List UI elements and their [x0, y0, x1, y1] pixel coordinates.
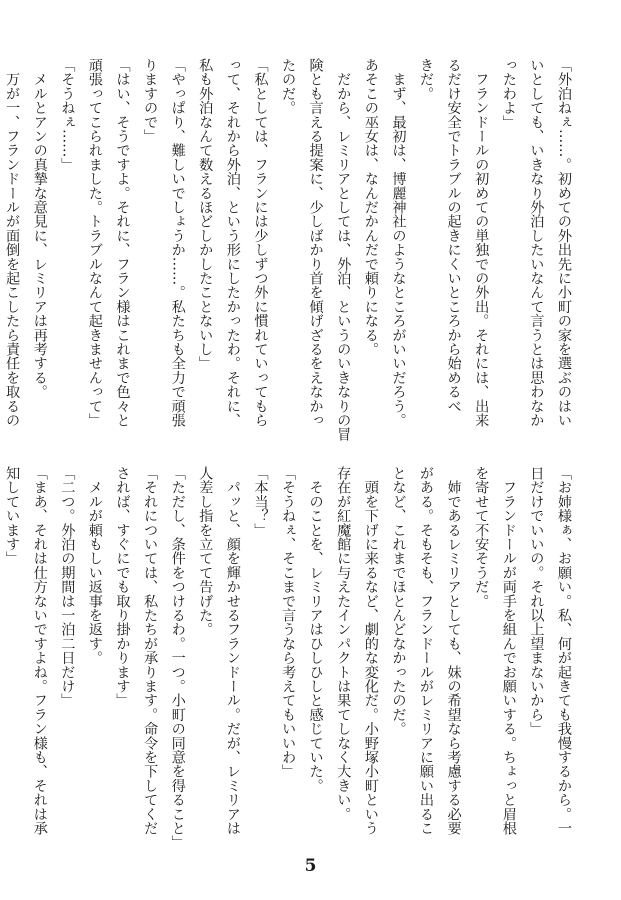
text-line: 「ただし、条件をつけるわ。一つ。小町の同意を得ること」	[169, 466, 186, 850]
text-line: となど、これまでほとんどなかったのだ。	[390, 466, 407, 736]
text-line: 私も外泊なんて数えるほどしかしたことないし」	[197, 58, 214, 371]
text-line: 頑張ってこられました。トラブルなんて起きませんって」	[86, 58, 103, 428]
text-line: 存在が紅魔館に与えたインパクトは果てしなく大きい。	[335, 466, 352, 821]
text-line: って、それから外泊、という形にしたかったわ。それに、	[224, 58, 241, 428]
text-line: 「そうねぇ、そこまで言うなら考えてもいいわ」	[280, 466, 297, 779]
upper-text-block	[4, 58, 577, 442]
text-line: 「私としては、フランには少しずつ外に慣れていってもら	[252, 58, 269, 428]
text-line: 「外泊ねぇ……。初めての外出先に小町の家を選ぶのはい	[556, 58, 572, 428]
text-line: 万が一、フランドールが面倒を起こしたら責任を取るの	[4, 58, 21, 428]
text-line: メルとアンの真摯な意見に、レミリアは再考する。	[31, 58, 48, 399]
text-line: だから、レミリアとしては、外泊、というのいきなりの冒	[335, 58, 352, 442]
text-line: 「やっぱり、難しいでしょうか……。私たちも全力で頑張	[169, 58, 186, 428]
text-line: 姉であるレミリアとしても、妹の希望なら考慮する必要	[445, 466, 462, 836]
text-line: 「お姉様ぁ、お願い。私、何が起きても我慢するから。一	[556, 466, 572, 836]
text-line: 「まあ、それは仕方ないですよね。フラン様も、それは承	[31, 466, 48, 836]
text-line: 知しています」	[4, 466, 21, 566]
text-line: たのだ。	[280, 58, 297, 115]
text-line: パッと、顔を輝かせるフランドール。だが、レミリアは	[224, 466, 241, 836]
text-line: きだ。	[418, 58, 435, 101]
lower-text-block	[4, 466, 577, 850]
text-line: がある。そもそも、フランドールがレミリアに願い出るこ	[418, 466, 435, 836]
text-line: 険とも言える提案に、少しばかり首を傾げざるをえなかっ	[307, 58, 324, 428]
text-line: 頭を下げに来るなど、劇的な変化だ。小野塚小町という	[362, 466, 379, 836]
text-line: を寄せて不安そうだ。	[473, 466, 490, 608]
text-line: フランドールが両手を組んでお願いする。ちょっと眉根	[500, 466, 517, 836]
text-line: そのことを、レミリアはひしひしと感じていた。	[307, 466, 324, 793]
text-line: 「それについては、私たちが承ります。命令を下してくだ	[142, 466, 159, 836]
text-line: 「そうねぇ……」	[59, 58, 76, 172]
page-number: 5	[304, 856, 317, 876]
text-line: 人差し指を立てて告げた。	[197, 466, 214, 637]
text-line: されば、すぐにでも取り掛かります」	[114, 466, 131, 708]
text-line: 「はい、そうですよ。それに、フラン様はこれまで色々と	[114, 58, 131, 428]
text-line: メルが頼もしい返事を返す。	[86, 466, 103, 665]
text-line: 「本当？」	[252, 466, 269, 537]
text-line: フランドールの初めての単独での外出。それには、出来	[473, 58, 490, 428]
text-line: まず、最初は、博麗神社のようなところがいいだろう。	[390, 58, 407, 428]
text-line: 日だけでいいの。それ以上望まないから」	[528, 466, 545, 736]
text-line: あそこの巫女は、なんだかんだで頼りになる。	[362, 58, 379, 357]
text-line: りますので」	[142, 58, 159, 144]
text-line: いとしても、いきなり外泊したいなんて言うとは思わなか	[528, 58, 545, 428]
text-line: 「二つ。外泊の期間は一泊二日だけ」	[59, 466, 76, 708]
text-line: ったわよ」	[500, 58, 517, 129]
text-line: るだけ安全でトラブルの起きにくいところから始めるべ	[445, 58, 462, 413]
